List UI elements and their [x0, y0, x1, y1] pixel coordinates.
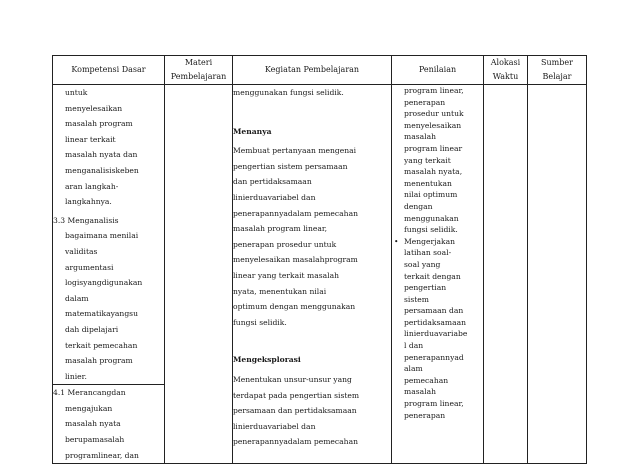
menanya-line: linear yang terkait masalah — [233, 270, 339, 280]
header-kompetensi-dasar: Kompetensi Dasar — [53, 56, 165, 85]
penilaian-line: pengertian — [404, 283, 447, 293]
menanya-line: linierduavariabel dan — [233, 192, 316, 202]
penilaian-line: dengan — [404, 201, 433, 211]
penilaian-line: penerapan — [404, 97, 446, 107]
kd-line: masalah nyata dan — [65, 150, 138, 160]
penilaian-line: persamaan dan — [404, 306, 464, 316]
menanya-line: pengertian sistem persamaan — [233, 161, 348, 171]
kd-line: aran langkah- — [65, 181, 119, 191]
penilaian-line: linierduavariabe — [404, 329, 468, 339]
kd41-label: 4.1 Merancangdan — [53, 388, 126, 398]
penilaian-line: nilai optimum — [404, 190, 458, 200]
kompetensi-cell-kd41 — [53, 385, 165, 464]
menanya-line: menyelesaikan masalahprogram — [233, 255, 358, 265]
header-penilaian: Penilaian — [392, 56, 484, 85]
eksplorasi-line: penerapannyadalam pemecahan — [233, 437, 358, 447]
penilaian-text — [392, 85, 483, 236]
penilaian-line: terkait dengan — [404, 271, 461, 281]
menanya-line: Membuat pertanyaan mengenai — [233, 146, 357, 156]
kd-line: programlinear, dan — [65, 450, 139, 460]
kd-line: menyelesaikan — [65, 103, 123, 113]
kd-line: matematikayangsu — [65, 309, 138, 319]
penilaian-line: fungsi selidik. — [404, 225, 458, 235]
menanya-line: penerapan prosedur untuk — [233, 239, 337, 249]
penilaian-line: alam — [404, 364, 423, 374]
menanya-line: fungsi selidik. — [233, 317, 287, 327]
menanya-line: nyata, menentukan nilai — [233, 286, 327, 296]
penilaian-line: menggunakan — [404, 213, 459, 223]
kd-line: linier. — [65, 371, 87, 381]
penilaian-line: masalah — [404, 387, 436, 397]
kd-line: bagaimana menilai — [65, 231, 139, 241]
header-sumber-belajar: Sumber Belajar — [528, 56, 587, 85]
penilaian-line: prosedur untuk — [404, 109, 464, 119]
penilaian-bullet-item — [392, 236, 483, 422]
kd-line: mengajukan — [65, 403, 113, 413]
kd-line: logisyangdigunakan — [65, 278, 143, 288]
lesson-plan-table — [52, 55, 587, 464]
penilaian-line: penerapannyad — [404, 352, 464, 362]
penilaian-line: program linear, — [404, 399, 464, 409]
penilaian-line: latihan soal- — [404, 248, 452, 258]
penilaian-line: Mengerjakan — [404, 236, 456, 246]
kd-line: validitas — [65, 246, 98, 256]
penilaian-line: program linear, — [404, 86, 464, 95]
kompetensi-cell-kd33 — [53, 85, 165, 385]
kegiatan-cell — [233, 85, 392, 464]
penilaian-line: sistem — [404, 294, 429, 304]
kd-line: masalah program — [65, 356, 133, 366]
kd-line: terkait pemecahan — [65, 340, 138, 350]
penilaian-line: menyelesaikan — [404, 120, 462, 130]
sumber-cell — [528, 85, 587, 464]
bullet-dot: • — [394, 236, 399, 246]
penilaian-line: l dan — [404, 341, 424, 351]
kd-line: dah dipelajari — [65, 324, 119, 334]
kd-line: menganalisiskeben — [65, 165, 139, 175]
penilaian-line: menentukan — [404, 178, 452, 188]
penilaian-line: masalah — [404, 132, 436, 142]
penilaian-line: pemecahan — [404, 375, 449, 385]
penilaian-line: pertidaksamaan — [404, 317, 467, 327]
kd-line: linear terkait — [65, 134, 116, 144]
header-alokasi-waktu: Alokasi Waktu — [484, 56, 528, 85]
kd-line: masalah nyata — [65, 419, 121, 429]
kd33-text — [53, 228, 164, 384]
menanya-line: masalah program linear, — [233, 224, 328, 234]
alokasi-cell — [484, 85, 528, 464]
mengeksplorasi-heading: Mengeksplorasi — [233, 355, 301, 365]
menanya-line: optimum dengan menggunakan — [233, 302, 356, 312]
kd-line: argumentasi — [65, 262, 114, 272]
penilaian-line: yang terkait — [404, 155, 451, 165]
penilaian-cell — [392, 85, 484, 464]
eksplorasi-line: terdapat pada pengertian sistem — [233, 390, 360, 400]
eksplorasi-line: persamaan dan pertidaksamaan — [233, 406, 357, 416]
menanya-heading: Menanya — [233, 126, 272, 136]
header-kegiatan-pembelajaran: Kegiatan Pembelajaran — [233, 56, 392, 85]
eksplorasi-line: linierduavariabel dan — [233, 421, 316, 431]
menanya-line: dan pertidaksamaan — [233, 177, 312, 187]
penilaian-line: soal yang — [404, 259, 441, 269]
kd41-text — [53, 401, 164, 463]
kd-line: berupamasalah — [65, 435, 125, 445]
kd-line: masalah program — [65, 119, 133, 129]
penilaian-line: masalah nyata, — [404, 167, 463, 177]
kd-line: langkahnya. — [65, 197, 112, 207]
kegiatan-line: menggunakan fungsi selidik. — [233, 88, 344, 97]
penilaian-line: penerapan — [404, 410, 446, 420]
eksplorasi-line: Menentukan unsur-unsur yang — [233, 374, 352, 384]
table-row-upper — [53, 85, 587, 385]
penilaian-line: program linear — [404, 143, 463, 153]
kd-line: untuk — [65, 88, 88, 97]
menanya-line: penerapannyadalam pemecahan — [233, 208, 358, 218]
table-header-row — [53, 56, 587, 85]
kd-line: dalam — [65, 293, 89, 303]
header-materi-pembelajaran: Materi Pembelajaran — [165, 56, 233, 85]
materi-cell — [165, 85, 233, 464]
kd33-label: 3.3 Menganalisis — [53, 215, 119, 225]
kd-continuation — [53, 85, 164, 210]
